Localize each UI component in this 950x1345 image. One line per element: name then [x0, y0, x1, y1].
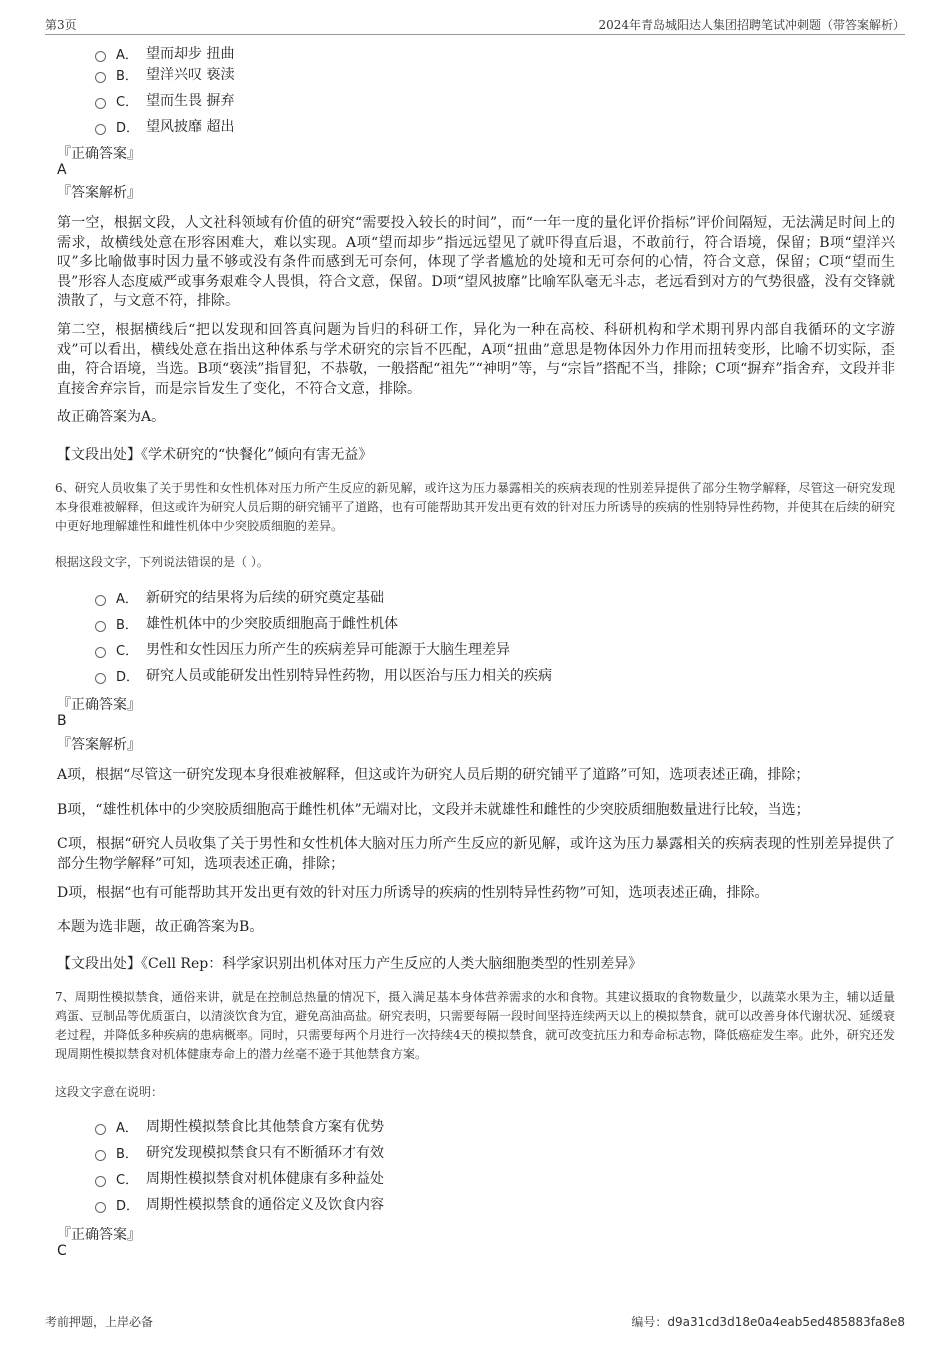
radio-icon[interactable] [95, 621, 106, 632]
q6-stem: 6、研究人员收集了关于男性和女性机体对压力所产生反应的新见解，或许这为压力暴露相关的疾病表现的性别差异提供了部分生物学解释，尽管这一研究发现本身很难被解释，但这或许为研究人员后期的研究铺平了道路，也有可能帮助其开发出更有效的针对压力所诱导的疾病的性别特异性药物，并使其在后续的研究中更好地理解雄性和雌性机体中少突胶质细胞的差异。 [55, 481, 896, 533]
q6-option-b[interactable]: B． 雄性机体中的少突胶质细胞高于雌性机体 [95, 610, 552, 636]
q5-source: 【文段出处】《学术研究的“快餐化”倾向有害无益》 [57, 447, 373, 463]
q6-analysis-d: D项，根据“也有可能帮助其开发出更有效的针对压力所诱导的疾病的性别特异性药物”可知，选项表述正确，排除。 [57, 885, 769, 901]
radio-icon[interactable] [95, 595, 106, 606]
q5-analysis-p2: 第二空，根据横线后“把以发现和回答真问题为旨归的科研工作，异化为一种在高校、科研机构和学术期刊界内部自我循环的文字游戏”可以看出，横线处意在指出这种体系与学术研究的宗旨不匹配，A项“扭曲”意思是物体因外力作用而扭转变形，比喻不切实际，歪曲，符合语境，当选。B项“亵渎”指冒犯，不恭敬，一般搭配“祖先”“神明”等，与“宗旨”搭配不当，排除；C项“摒弃”指舍弃，文段并非直接舍弃宗旨，而是宗旨发生了变化，不符合文意，排除。 [57, 322, 895, 397]
q5-option-c[interactable]: C． 望而生畏 摒弃 [95, 87, 234, 113]
q5-analysis-p1: 第一空，根据文段，人文社科领域有价值的研究“需要投入较长的时间”，而“一年一度的量化评价指标”评价间隔短，无法满足时间上的需求，故横线处意在形容困难大，难以实现。A项“望而却步”指远远望见了就吓得直后退，不敢前行，符合语境，保留；B项“望洋兴叹”多比喻做事时因力量不够或没有条件而感到无可奈何，体现了学者尴尬的处境和无可奈何的心情，符合文意，保留；C项“望而生畏”形容人态度威严或事务艰难令人畏惧，符合文意，保留。D项“望风披靡”比喻军队毫无斗志，老远看到对方的气势很盛，没有交锋就溃散了，与文意不符，排除。 [57, 215, 895, 309]
radio-icon[interactable] [95, 51, 106, 62]
q6-answer-label: 『正确答案』 [57, 697, 141, 713]
radio-icon[interactable] [95, 72, 106, 83]
q7-ask: 这段文字意在说明： [55, 1085, 164, 1099]
q6-analysis-a: A项，根据“尽管这一研究发现本身很难被解释，但这或许为研究人员后期的研究铺平了道路”可知，选项表述正确，排除； [57, 767, 810, 783]
q7-answer: C [57, 1243, 67, 1259]
q5-option-d[interactable]: D． 望风披靡 超出 [95, 113, 234, 139]
q6-answer: B [57, 713, 67, 729]
q7-option-a[interactable]: A． 周期性模拟禁食比其他禁食方案有优势 [95, 1113, 384, 1139]
q5-analysis-p3: 故正确答案为A。 [57, 409, 166, 425]
q6-analysis-c: C项，根据“研究人员收集了关于男性和女性机体大脑对压力所产生反应的新见解，或许这为压力暴露相关的疾病表现的性别差异提供了部分生物学解释”可知，选项表述正确，排除； [57, 836, 895, 872]
q6-ask: 根据这段文字，下列说法错误的是（ ）。 [55, 555, 269, 569]
q7-answer-label: 『正确答案』 [57, 1227, 141, 1243]
q7-option-b[interactable]: B． 研究发现模拟禁食只有不断循环才有效 [95, 1139, 384, 1165]
radio-icon[interactable] [95, 673, 106, 684]
document-title: 2024年青岛城阳达人集团招聘笔试冲刺题（带答案解析） [598, 18, 905, 32]
q5-option-b[interactable]: B． 望洋兴叹 亵渎 [95, 61, 234, 87]
q6-option-d[interactable]: D． 研究人员或能研发出性别特异性药物，用以医治与压力相关的疾病 [95, 662, 552, 688]
q5-answer-label: 『正确答案』 [57, 146, 141, 162]
q6-options [95, 584, 552, 688]
q6-analysis-b: B项，“雄性机体中的少突胶质细胞高于雌性机体”无端对比，文段并未就雄性和雌性的少突胶质细胞数量进行比较，当选； [57, 802, 810, 818]
radio-icon[interactable] [95, 647, 106, 658]
q5-options [95, 45, 234, 139]
page-number: 第3页 [45, 18, 77, 32]
radio-icon[interactable] [95, 1150, 106, 1161]
document-code: 编号：d9a31cd3d18e0a4eab5ed485883fa8e8 [631, 1315, 905, 1329]
q6-source: 【文段出处】《Cell Rep：科学家识别出机体对压力产生反应的人类大脑细胞类型的性别差异》 [57, 956, 643, 972]
q7-stem: 7、周期性模拟禁食，通俗来讲，就是在控制总热量的情况下，摄入满足基本身体营养需求的水和食物。其建议摄取的食物数量少，以蔬菜水果为主，辅以适量鸡蛋、豆制品等优质蛋白，以清淡饮食为宜，避免高油高盐。研究表明，只需要每隔一段时间坚持连续两天以上的模拟禁食，就可以改善身体代谢状况、延缓衰老过程，并降低多种疾病的患病概率。同时，只需要每两个月进行一次持续4天的模拟禁食，就可改变抗压力和寿命标志物，降低癌症发生率。此外，研究还发现周期性模拟禁食对机体健康寿命上的潜力丝毫不逊于其他禁食方案。 [55, 990, 896, 1061]
q5-answer: A [57, 162, 67, 178]
q7-option-c[interactable]: C． 周期性模拟禁食对机体健康有多种益处 [95, 1165, 384, 1191]
radio-icon[interactable] [95, 1202, 106, 1213]
page-header [45, 14, 905, 35]
radio-icon[interactable] [95, 1124, 106, 1135]
radio-icon[interactable] [95, 98, 106, 109]
q6-analysis-conclusion: 本题为选非题，故正确答案为B。 [57, 919, 264, 935]
q6-option-c[interactable]: C． 男性和女性因压力所产生的疾病差异可能源于大脑生理差异 [95, 636, 552, 662]
q6-analysis-label: 『答案解析』 [57, 737, 141, 753]
q6-option-a[interactable]: A． 新研究的结果将为后续的研究奠定基础 [95, 584, 552, 610]
footer-slogan: 考前押题，上岸必备 [45, 1315, 154, 1329]
radio-icon[interactable] [95, 1176, 106, 1187]
radio-icon[interactable] [95, 124, 106, 135]
q5-option-a[interactable]: A． 望而却步 扭曲 [95, 45, 234, 61]
q7-option-d[interactable]: D． 周期性模拟禁食的通俗定义及饮食内容 [95, 1191, 384, 1217]
q7-options [95, 1113, 384, 1217]
q5-analysis-label: 『答案解析』 [57, 185, 141, 201]
